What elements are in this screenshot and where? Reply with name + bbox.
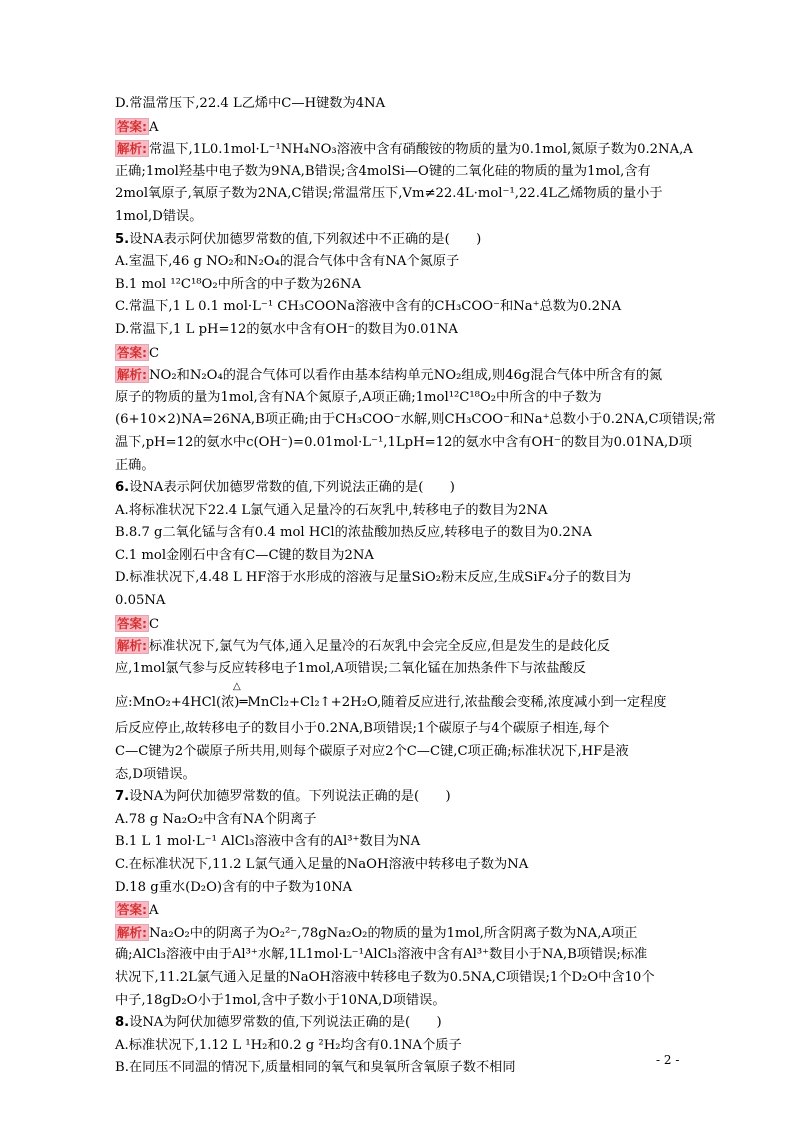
option-b-q7: B.1 L 1 mol·L⁻¹ AlCl₃溶液中含有的Al³⁺数目为NA <box>115 834 421 850</box>
option-d-q7: D.18 g重水(D₂O)含有的中子数为10NA <box>115 879 353 895</box>
explanation-line: 应,1mol氯气参与反应转移电子1mol,A项错误;二氧化锰在加热条件下与浓盐酸反 <box>115 660 586 676</box>
option-d-q5: D.常温下,1 L pH=12的氨水中含有OH⁻的数目为0.01NA <box>115 321 458 337</box>
explanation-label: 解析: <box>117 141 147 157</box>
explanation-line: 正确;1mol羟基中电子数为9NA,B错误;含4molSi—O键的二氧化硅的物质的量为1mol,含有 <box>115 163 651 179</box>
explanation-line: 正确。 <box>115 457 155 473</box>
answer-value: A <box>149 903 159 919</box>
explanation-line: 状况下,11.2L氯气通入足量的NaOH溶液中转移电子数为0.5NA,C项错误;1个D₂O中含10个 <box>115 969 655 985</box>
option-d-q4: D.常温常压下,22.4 L乙烯中C—H键数为4NA <box>115 96 386 111</box>
explanation-line: 2mol氧原子,氧原子数为2NA,C错误;常温常压下,Vm≠22.4L·mol⁻¹,22.4L乙烯物质的量小于 <box>115 186 663 202</box>
explanation-label: 解析: <box>117 638 147 654</box>
explanation-line: 中子,18gD₂O小于1mol,含中子数小于10NA,D项错误。 <box>115 992 446 1008</box>
explanation-text: Na₂O₂中的阴离子为O₂²⁻,78gNa₂O₂的物质的量为1mol,所含阴离子数为NA,A项正 <box>149 925 638 941</box>
answer-q7 <box>115 899 705 922</box>
explanation-text: 常温下,1L0.1mol·L⁻¹NH₄NO₃溶液中含有硝酸铵的物质的量为0.1mol,氮原子数为0.2NA,A <box>149 142 693 158</box>
page-number: - 2 - <box>656 1053 680 1067</box>
answer-q6 <box>115 613 705 636</box>
explanation-line: 态,D项错误。 <box>115 766 196 782</box>
heat-symbol: △ <box>233 681 241 693</box>
answer-value: A <box>149 119 159 135</box>
option-b-q8: B.在同压不同温的情况下,质量相同的氧气和臭氧所含氧原子数不相同 <box>115 1060 516 1076</box>
answer-value: C <box>149 616 160 632</box>
question-5 <box>115 229 705 252</box>
question-stem: 设NA表示阿伏加德罗常数的值,下列叙述中不正确的是( ) <box>129 231 482 247</box>
explanation-label: 解析: <box>117 924 147 940</box>
option-a-q6: A.将标准状况下22.4 L氯气通入足量冷的石灰乳中,转移电子的数目为2NA <box>115 502 548 518</box>
answer-label: 答案: <box>117 344 147 360</box>
explanation-q6 <box>115 635 705 658</box>
option-a-q7: A.78 g Na₂O₂中含有NA个阴离子 <box>115 811 317 827</box>
option-a-q8: A.标准状况下,1.12 L ¹H₂和0.2 g ²H₂均含有0.1NA个质子 <box>115 1037 462 1053</box>
answer-label: 答案: <box>117 902 147 918</box>
option-d-q6: D.标准状况下,4.48 L HF溶于水形成的溶液与足量SiO₂粉末反应,生成SiF₄分子的数目为 <box>115 570 632 586</box>
explanation-label: 解析: <box>117 367 147 383</box>
explanation-q4 <box>115 138 705 161</box>
question-stem: 设NA为阿伏加德罗常数的值。下列说法正确的是( ) <box>129 789 451 805</box>
question-number: 6. <box>115 480 130 496</box>
answer-value: C <box>149 345 160 361</box>
answer-q4 <box>115 116 705 139</box>
answer-q5 <box>115 342 705 365</box>
question-stem: 设NA表示阿伏加德罗常数的值,下列说法正确的是( ) <box>129 480 455 496</box>
reaction-equation-text: 应:MnO₂+4HCl(浓)═MnCl₂+Cl₂↑+2H₂O,随着反应进行,浓盐酸会变稀,浓度减小到一定程度 <box>115 695 667 711</box>
explanation-line: 确;AlCl₃溶液中由于Al³⁺水解,1L1mol·L⁻¹AlCl₃溶液中含有Al³⁺数目小于NA,B项错误;标准 <box>115 947 648 963</box>
option-d-q6-cont: 0.05NA <box>115 593 166 609</box>
option-a-q5: A.室温下,46 g NO₂和N₂O₄的混合气体中含有NA个氮原子 <box>115 254 460 270</box>
answer-label: 答案: <box>117 615 147 631</box>
explanation-line: 后反应停止,故转移电子的数目小于0.2NA,B项错误;1个碳原子与4个碳原子相连,每个 <box>115 721 610 737</box>
question-6 <box>115 477 705 500</box>
reaction-equation-line <box>115 680 705 718</box>
question-8 <box>115 1012 705 1035</box>
explanation-line: 1mol,D错误。 <box>115 208 203 224</box>
question-7 <box>115 786 705 809</box>
option-c-q7: C.在标准状况下,11.2 L氯气通入足量的NaOH溶液中转移电子数为NA <box>115 857 529 872</box>
question-number: 5. <box>115 231 130 247</box>
explanation-text: 标准状况下,氯气为气体,通入足量冷的石灰乳中会完全反应,但是发生的是歧化反 <box>149 639 610 655</box>
explanation-line: (6+10×2)NA=26NA,B项正确;由于CH₃COO⁻水解,则CH₃COO⁻和Na⁺总数小于0.2NA,C项错误;常 <box>115 412 716 428</box>
option-b-q6: B.8.7 g二氧化锰与含有0.4 mol HCl的浓盐酸加热反应,转移电子的数目为0.2NA <box>115 525 592 541</box>
explanation-q7 <box>115 922 705 945</box>
option-b-q5: B.1 mol ¹²C¹⁸O₂中所含的中子数为26NA <box>115 276 361 292</box>
explanation-line: C—C键为2个碳原子所共用,则每个碳原子对应2个C—C键,C项正确;标准状况下,HF是液 <box>115 744 629 760</box>
explanation-line: 温下,pH=12的氨水中c(OH⁻)=0.01mol·L⁻¹,1LpH=12的氨水中含有OH⁻的数目为0.01NA,D项 <box>115 434 692 450</box>
answer-label: 答案: <box>117 118 147 134</box>
explanation-line: 原子的物质的量为1mol,含有NA个氮原子,A项正确;1mol¹²C¹⁸O₂中所含的中子数为 <box>115 389 602 405</box>
explanation-q5 <box>115 364 705 387</box>
question-stem: 设NA为阿伏加德罗常数的值,下列说法正确的是( ) <box>129 1015 442 1031</box>
explanation-text: NO₂和N₂O₄的混合气体可以看作由基本结构单元NO₂组成,则46g混合气体中所含有的氮 <box>149 368 663 384</box>
option-c-q5: C.常温下,1 L 0.1 mol·L⁻¹ CH₃COONa溶液中含有的CH₃COO⁻和Na⁺总数为0.2NA <box>115 299 622 315</box>
question-number: 7. <box>115 789 130 805</box>
question-number: 8. <box>115 1015 130 1031</box>
document-body <box>115 93 716 1080</box>
option-c-q6: C.1 mol金刚石中含有C—C键的数目为2NA <box>115 547 374 563</box>
